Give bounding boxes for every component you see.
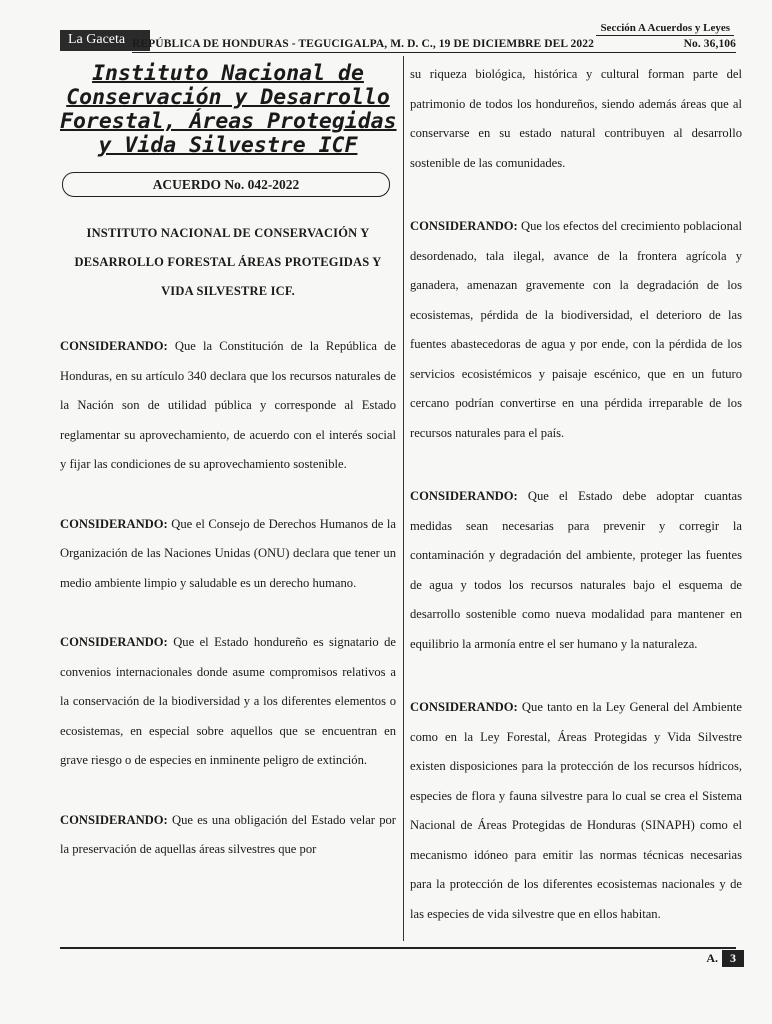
organization-heading	[60, 219, 396, 306]
paragraph-text: Que el Estado debe adoptar cuantas medidas sean necesarias para prevenir y corregir la contaminación y degradación del ambiente, proteger las fuentes de agua y todos los recursos naturales bajo el esquema de desarrollo sostenible como nueva modalidad para mantener en equilibrio la armonía entre el ser humano y la naturaleza.	[410, 489, 742, 651]
considerando-paragraph	[410, 482, 742, 659]
paragraph-text: Que los efectos del crecimiento poblacional desordenado, tala ilegal, avance de la frontera agrícola y ganadera, amenazan gravemente con la degradación de los ecosistemas, pérdida de la biodiversidad, el deterioro de las fuentes abastecedoras de agua y por ende, con la pérdida de los servicios ecosistémicos y paisaje escénico, que en un futuro cercano podrían convertirse en una pérdida irreparable de los recursos naturales para el país.	[410, 219, 742, 440]
considerando-keyword: CONSIDERANDO:	[410, 219, 518, 233]
organization-heading-line: INSTITUTO NACIONAL DE CONSERVACIÓN Y	[86, 226, 370, 240]
issue-number: No. 36,106	[683, 38, 736, 50]
right-column	[410, 60, 742, 929]
paragraph-text: Que es una obligación del Estado velar por la preservación de aquellas áreas silvestres que por	[60, 812, 396, 856]
paragraph-text: Que la Constitución de la República de Honduras, en su artículo 340 declara que los recursos naturales de la Nación son de utilidad pública y corresponde al Estado reglamentar su aprovechamiento, de acuerdo con el interés social y fijar las condiciones de su aprovechamiento sostenible.	[60, 339, 396, 471]
section-label: Sección A Acuerdos y Leyes	[596, 22, 734, 36]
institution-title-line: Forestal, Áreas Protegidas	[60, 109, 397, 134]
left-column	[60, 60, 396, 865]
institution-title-line: Conservación y Desarrollo	[66, 85, 390, 110]
paragraph-text: Que el Estado hondureño es signatario de convenios internacionales donde asume compromisos relativos a la conservación de la biodiversidad y a los diferentes elementos o ecosistemas, en especial sobre aquellos que se encuentran en grave riesgo o de especies en inminente peligro de extinción.	[60, 635, 396, 767]
considerando-keyword: CONSIDERANDO:	[60, 812, 168, 827]
page-number	[706, 950, 744, 967]
considerando-keyword: CONSIDERANDO:	[410, 700, 518, 714]
institution-title	[60, 62, 396, 158]
publication-line: REPÚBLICA DE HONDURAS - TEGUCIGALPA, M. D. C., 19 DE DICIEMBRE DEL 2022	[132, 38, 594, 50]
column-divider	[403, 56, 404, 941]
page-prefix: A.	[706, 951, 718, 965]
considerando-keyword: CONSIDERANDO:	[410, 489, 518, 503]
paragraph-text: su riqueza biológica, histórica y cultural forman parte del patrimonio de todos los hondureños, siendo además áreas que al conservarse en su estado natural contribuyen al desarrollo sostenible de las comunidades.	[410, 67, 742, 170]
considerando-paragraph	[60, 510, 396, 599]
considerando-paragraph	[410, 212, 742, 448]
gazette-name-tab: La Gaceta	[60, 30, 150, 51]
considerando-paragraph	[60, 628, 396, 776]
institution-title-line: y Vida Silvestre ICF	[98, 133, 358, 158]
continued-paragraph	[410, 60, 742, 178]
agreement-number-box: ACUERDO No. 042-2022	[62, 172, 390, 197]
organization-heading-line: DESARROLLO FORESTAL ÁREAS PROTEGIDAS Y	[74, 255, 382, 269]
footer-rule	[60, 947, 736, 949]
considerando-paragraph	[410, 693, 742, 929]
considerando-keyword: CONSIDERANDO:	[60, 516, 168, 531]
publication-header	[132, 38, 736, 53]
institution-title-line: Instituto Nacional de	[92, 61, 364, 86]
paragraph-text: Que el Consejo de Derechos Humanos de la Organización de las Naciones Unidas (ONU) declara que tener un medio ambiente limpio y saludable es un derecho humano.	[60, 516, 396, 590]
considerando-keyword: CONSIDERANDO:	[60, 635, 168, 649]
paragraph-text: Que tanto en la Ley General del Ambiente como en la Ley Forestal, Áreas Protegidas y Vida Silvestre existen disposiciones para la protección de los recursos hídricos, especies de flora y fauna silvestre para lo cual se crea el Sistema Nacional de Áreas Protegidas de Honduras (SINAPH) como el mecanismo idóneo para emitir las normas técnicas necesarias para la protección de los diferentes ecosistemas nacionales y de las especies de vida silvestre que en ellos habitan.	[410, 700, 742, 921]
considerando-keyword: CONSIDERANDO:	[60, 339, 168, 353]
page-number-box: 3	[722, 950, 744, 967]
considerando-paragraph	[60, 806, 396, 865]
considerando-paragraph	[60, 332, 396, 480]
organization-heading-line: VIDA SILVESTRE ICF.	[161, 284, 295, 298]
